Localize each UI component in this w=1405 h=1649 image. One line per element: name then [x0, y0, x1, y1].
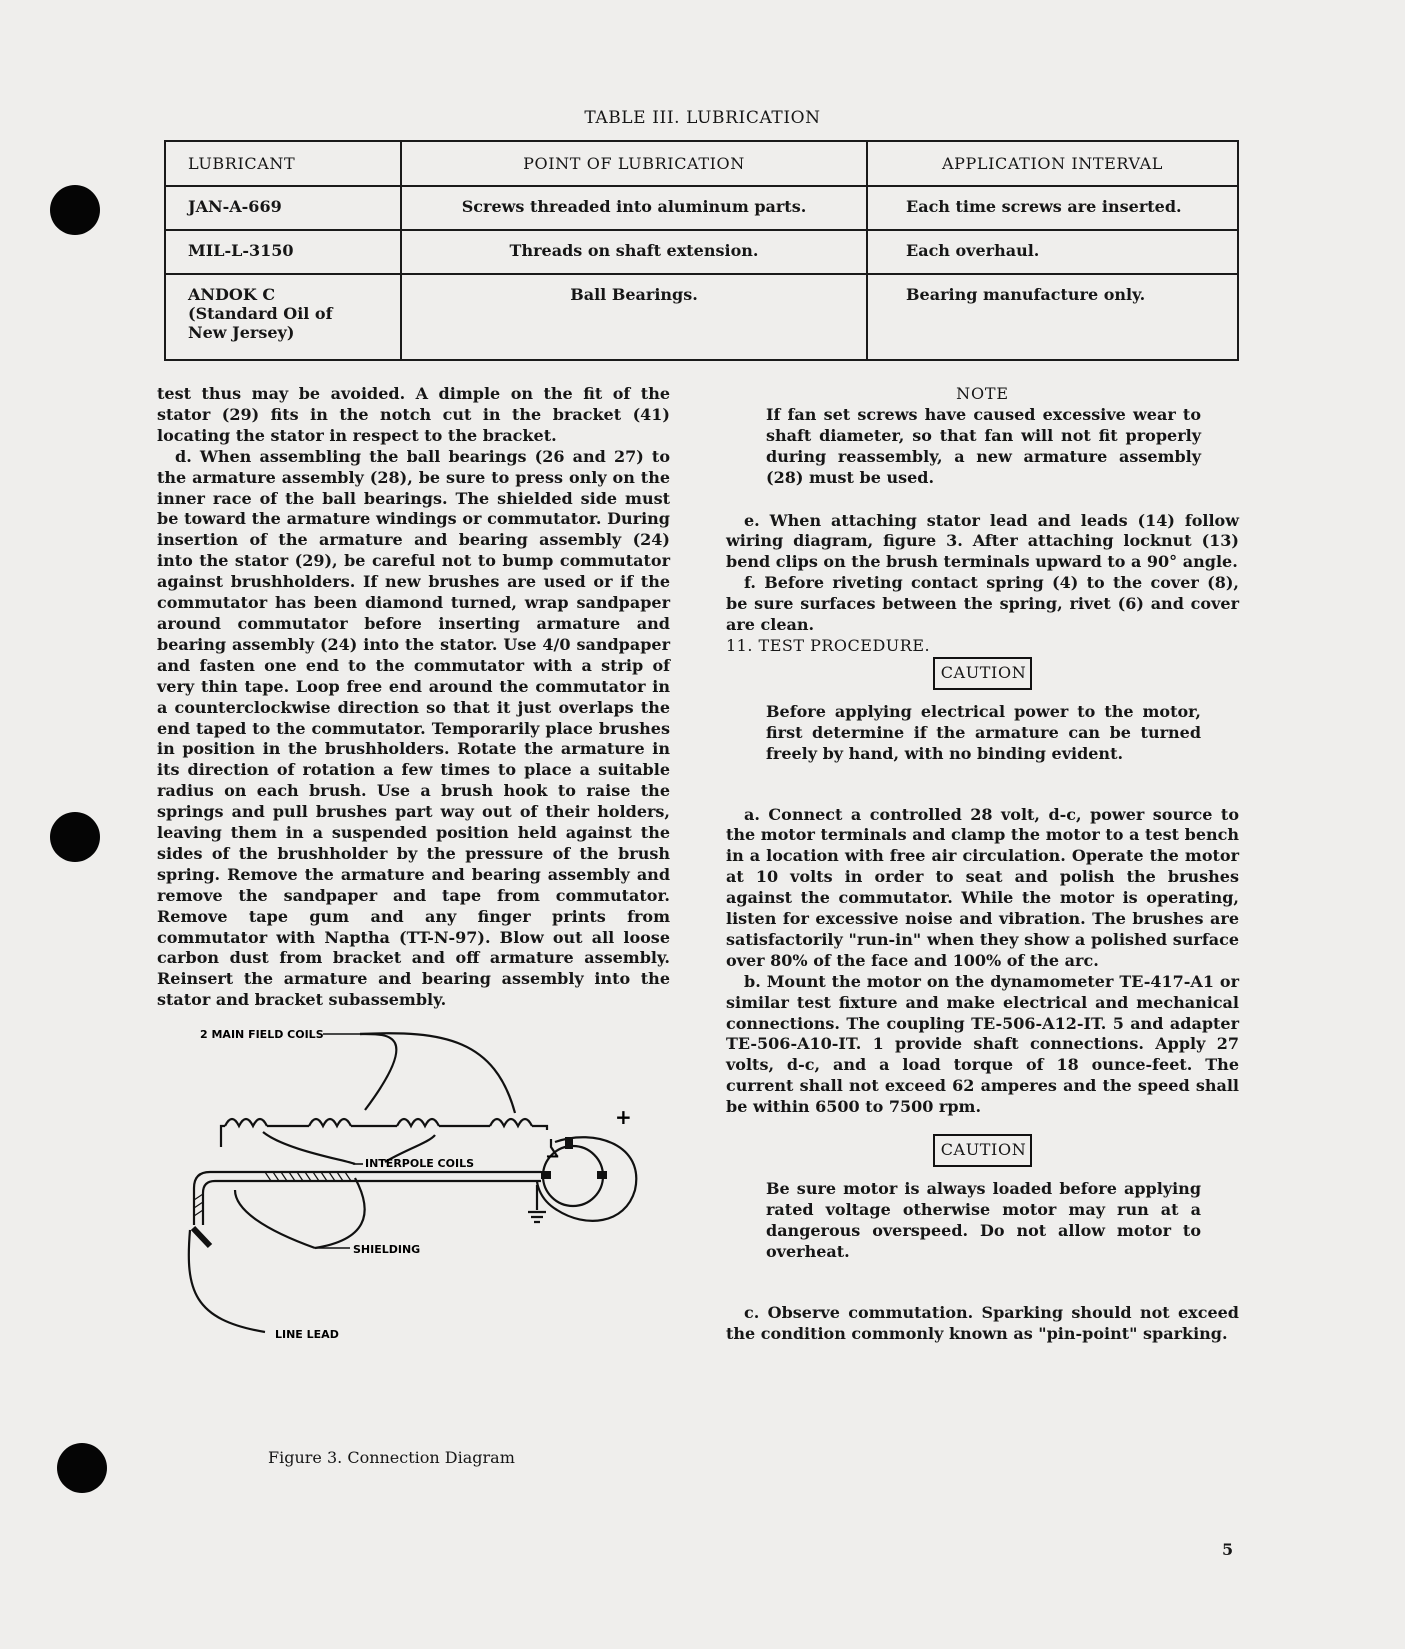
left-column [157, 384, 670, 1011]
paragraph-a: a. Connect a controlled 28 volt, d-c, power source to the motor terminals and clamp the motor to a test bench in a location with free air circulation. Operate the motor at 10 volts in order to seat and polish the brushes against the commutator. While the motor is operating, listen for excessive noise and vibration. The brushes are satisfactorily "run-in" when they show a polished surface over 80% of the face and 100% of the arc. [726, 804, 1239, 970]
line-lead-connector [193, 1228, 210, 1246]
label-main-field-coils: 2 MAIN FIELD COILS [200, 1028, 324, 1041]
binder-hole-top [50, 185, 100, 235]
page-number: 5 [1222, 1540, 1234, 1559]
header-lubricant: LUBRICANT [165, 141, 401, 186]
right-column [726, 384, 1239, 1344]
cell-lubricant: MIL-L-3150 [165, 230, 401, 274]
lubricant-name: ANDOK C [188, 285, 276, 304]
table-row [165, 230, 1238, 274]
wire [221, 1126, 225, 1145]
brush-top [565, 1137, 573, 1149]
line-lead-wire [189, 1230, 265, 1332]
caution-text-1: Before applying electrical power to the motor, first determine if the armature can be turned freely by hand, with no binding evident. [766, 701, 1201, 763]
header-point-of-lubrication: POINT OF LUBRICATION [401, 141, 867, 186]
leader-main-field-a [360, 1034, 396, 1110]
cell-point: Threads on shaft extension. [401, 230, 867, 274]
caution-label: CAUTION [933, 657, 1033, 690]
label-interpole-coils: INTERPOLE COILS [365, 1157, 475, 1170]
table-title: TABLE III. LUBRICATION [584, 108, 821, 128]
leader-main-field-b [360, 1033, 515, 1113]
ground-symbol [528, 1212, 546, 1222]
caution-label: CAUTION [933, 1134, 1033, 1167]
label-shielding: SHIELDING [353, 1243, 421, 1256]
cell-point: Screws threaded into aluminum parts. [401, 186, 867, 230]
label-plus: + [615, 1105, 632, 1129]
leader-shielding-a [235, 1190, 315, 1248]
table-header-row [165, 141, 1238, 186]
caution-box-2 [726, 1134, 1239, 1167]
paragraph-e: e. When attaching stator lead and leads (14) follow wiring diagram, figure 3. After attaching locknut (13) bend clips on the brush terminals upward to a 90° angle. [726, 510, 1239, 572]
brush-right [597, 1171, 607, 1179]
lubricant-note-line1: (Standard Oil of [188, 304, 333, 323]
paragraph-f: f. Before riveting contact spring (4) to the cover (8), be sure surfaces between the spring, rivet (6) and cover are clean. [726, 573, 1239, 635]
shielding-hatch [194, 1172, 351, 1216]
cell-lubricant [165, 274, 401, 360]
brush-left [541, 1171, 551, 1179]
note-heading: NOTE [956, 384, 1009, 403]
paragraph-c: c. Observe commutation. Sparking should not exceed the condition commonly known as "pin-point" sparking. [726, 1302, 1239, 1343]
interpole-coil-right [490, 1119, 532, 1126]
paragraph-continuation: test thus may be avoided. A dimple on the fit of the stator (29) fits in the notch cut in the bracket (41) locating the stator in respect to the bracket. [157, 384, 670, 445]
connection-diagram [185, 1028, 675, 1440]
leader-interpole-a [263, 1132, 355, 1164]
cell-point: Ball Bearings. [401, 274, 867, 360]
label-minus: − [545, 1146, 561, 1167]
binder-hole-bottom [57, 1443, 107, 1493]
table-row [165, 186, 1238, 230]
section-heading-test-procedure: 11. TEST PROCEDURE. [726, 635, 931, 655]
wire [532, 1126, 547, 1130]
main-field-coil-right [397, 1119, 439, 1126]
paragraph-b: b. Mount the motor on the dynamometer TE-417-A1 or similar test fixture and make electrical and mechanical connections. The coupling TE-506-A12-IT. 5 and adapter TE-506-A10-IT. 1 provide shaft connections. Apply 27 volts, d-c, and a load torque of 18 ounce-feet. The current shall not exceed 62 amperes and the speed shall be within 6500 to 7500 rpm. [726, 971, 1239, 1117]
caution-text-2: Be sure motor is always loaded before applying rated voltage otherwise motor may run at a dangerous overspeed. Do not allow motor to overheat. [766, 1179, 1201, 1261]
leader-shielding-b [315, 1178, 365, 1248]
interpole-coil-left [309, 1119, 351, 1126]
figure-caption: Figure 3. Connection Diagram [268, 1448, 515, 1467]
header-application-interval: APPLICATION INTERVAL [867, 141, 1238, 186]
main-field-coil-left [225, 1119, 267, 1126]
cell-interval: Each overhaul. [867, 230, 1238, 274]
lubrication-table [164, 140, 1239, 361]
note-text: If fan set screws have caused excessive wear to shaft diameter, so that fan will not fit properly during reassembly, a new armature assembly (28) must be used. [766, 404, 1201, 487]
cell-lubricant: JAN-A-669 [165, 186, 401, 230]
cell-interval: Bearing manufacture only. [867, 274, 1238, 360]
binder-hole-middle [50, 812, 100, 862]
paragraph-d: d. When assembling the ball bearings (26 and 27) to the armature assembly (28), be sure to press only on the inner race of the ball bearings. The shielded side must be toward the armature windings or commutator. During insertion of the armature and bearing assembly (24) into the stator (29), be careful not to bump commutator against brushholders. If new brushes are used or if the commutator has been diamond turned, wrap sandpaper around commutator before inserting armature and bearing assembly (24) into the stator. Use 4/0 sandpaper and fasten one end to the commutator with a strip of very thin tape. Loop free end around the commutator in a counterclockwise direction so that it just overlaps the end taped to the commutator. Temporarily place brushes in position in the brushholders. Rotate the armature in its direction of rotation a few times to place a suitable radius on each brush. Use a brush hook to raise the springs and pull brushes part way out of their holders, leaving them in a suspended position held against the sides of the brushholder by the pressure of the brush spring. Remove the armature and bearing assembly and remove the sandpaper and tape from commutator. Remove tape gum and any finger prints from commutator with Naptha (TT-N-97). Blow out all loose carbon dust from bracket and off armature assembly. Reinsert the armature and bearing assembly into the stator and bracket subassembly. [157, 446, 670, 1010]
label-line-lead: LINE LEAD [275, 1328, 339, 1341]
cell-interval: Each time screws are inserted. [867, 186, 1238, 230]
lubricant-note-line2: New Jersey) [188, 323, 295, 342]
table-row [165, 274, 1238, 360]
caution-box-1 [726, 657, 1239, 690]
